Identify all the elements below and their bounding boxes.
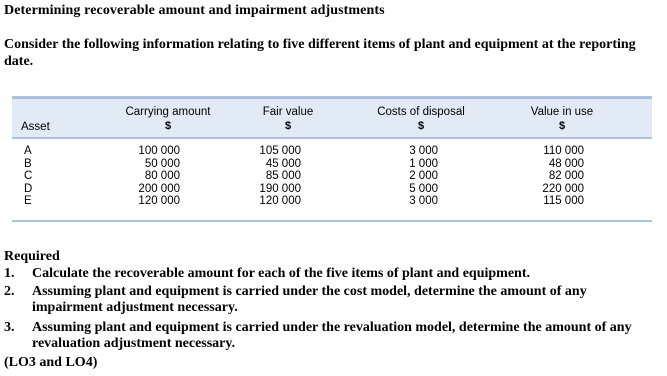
page-title: Determining recoverable amount and impairment adjustments <box>4 3 385 18</box>
carrying-amount-cell: 120 000 <box>138 195 180 207</box>
costs-of-disposal-header <box>356 105 486 133</box>
costs-of-disposal-cell: 1 000 <box>409 157 438 170</box>
asset-column <box>24 145 44 208</box>
carrying-amount-cell: 50 000 <box>144 157 180 170</box>
value-in-use-cell: 82 000 <box>548 170 584 182</box>
value-in-use-label: Value in use <box>530 106 594 118</box>
fair-value-cell: 120 000 <box>259 195 301 207</box>
carrying-amount-unit: $ <box>164 120 172 132</box>
table-header-rule <box>12 137 652 139</box>
fair-value-cell: 105 000 <box>259 145 301 157</box>
fair-value-column <box>251 145 301 208</box>
required-heading: Required <box>4 249 60 264</box>
costs-of-disposal-cell: 2 000 <box>409 170 438 182</box>
costs-of-disposal-cell: 3 000 <box>409 195 438 207</box>
question-text: Assuming plant and equipment is carried under the revaluation model, determine the amount of any revaluation adjustment necessary. <box>32 320 632 351</box>
fair-value-unit: $ <box>284 120 292 132</box>
fair-value-label: Fair value <box>262 106 314 118</box>
question-text: Assuming plant and equipment is carried under the cost model, determine the amount of any impairment adjustment necessary. <box>32 284 587 315</box>
costs-of-disposal-column <box>396 145 438 208</box>
fair-value-header <box>233 105 343 133</box>
asset-column-header: Asset <box>21 121 50 133</box>
question-text: Calculate the recoverable amount for each of the five items of plant and equipment. <box>32 266 530 281</box>
value-in-use-unit: $ <box>558 120 566 132</box>
value-in-use-cell: 115 000 <box>543 195 584 207</box>
carrying-amount-cell: 200 000 <box>138 182 180 195</box>
question-number: 3. <box>4 320 15 335</box>
costs-of-disposal-cell: 3 000 <box>409 145 438 157</box>
fair-value-cell: 85 000 <box>265 170 301 182</box>
value-in-use-column <box>534 145 584 208</box>
fair-value-cell: 190 000 <box>259 182 301 195</box>
question-number: 2. <box>4 284 15 299</box>
carrying-amount-cell: 100 000 <box>138 145 180 157</box>
learning-outcomes: (LO3 and LO4) <box>4 355 98 370</box>
costs-of-disposal-unit: $ <box>417 120 425 132</box>
value-in-use-cell: 48 000 <box>548 157 584 170</box>
carrying-amount-column <box>130 145 180 208</box>
asset-cell: C <box>24 170 33 182</box>
value-in-use-cell: 110 000 <box>543 145 584 157</box>
table-bottom-rule <box>12 220 652 222</box>
asset-cell: A <box>24 145 32 157</box>
value-in-use-cell: 220 000 <box>542 182 584 195</box>
value-in-use-header <box>507 105 617 133</box>
costs-of-disposal-label: Costs of disposal <box>377 106 465 118</box>
asset-cell: B <box>24 157 32 170</box>
carrying-amount-label: Carrying amount <box>125 106 211 118</box>
intro-paragraph: Consider the following information relating to five different items of plant and equipment at the reporting date. <box>4 37 636 69</box>
carrying-amount-cell: 80 000 <box>144 170 180 182</box>
asset-cell: E <box>24 195 32 207</box>
data-table <box>12 96 652 226</box>
fair-value-cell: 45 000 <box>265 157 301 170</box>
question-number: 1. <box>4 266 15 281</box>
asset-cell: D <box>24 182 33 195</box>
costs-of-disposal-cell: 5 000 <box>409 182 438 195</box>
carrying-amount-header <box>98 105 238 133</box>
